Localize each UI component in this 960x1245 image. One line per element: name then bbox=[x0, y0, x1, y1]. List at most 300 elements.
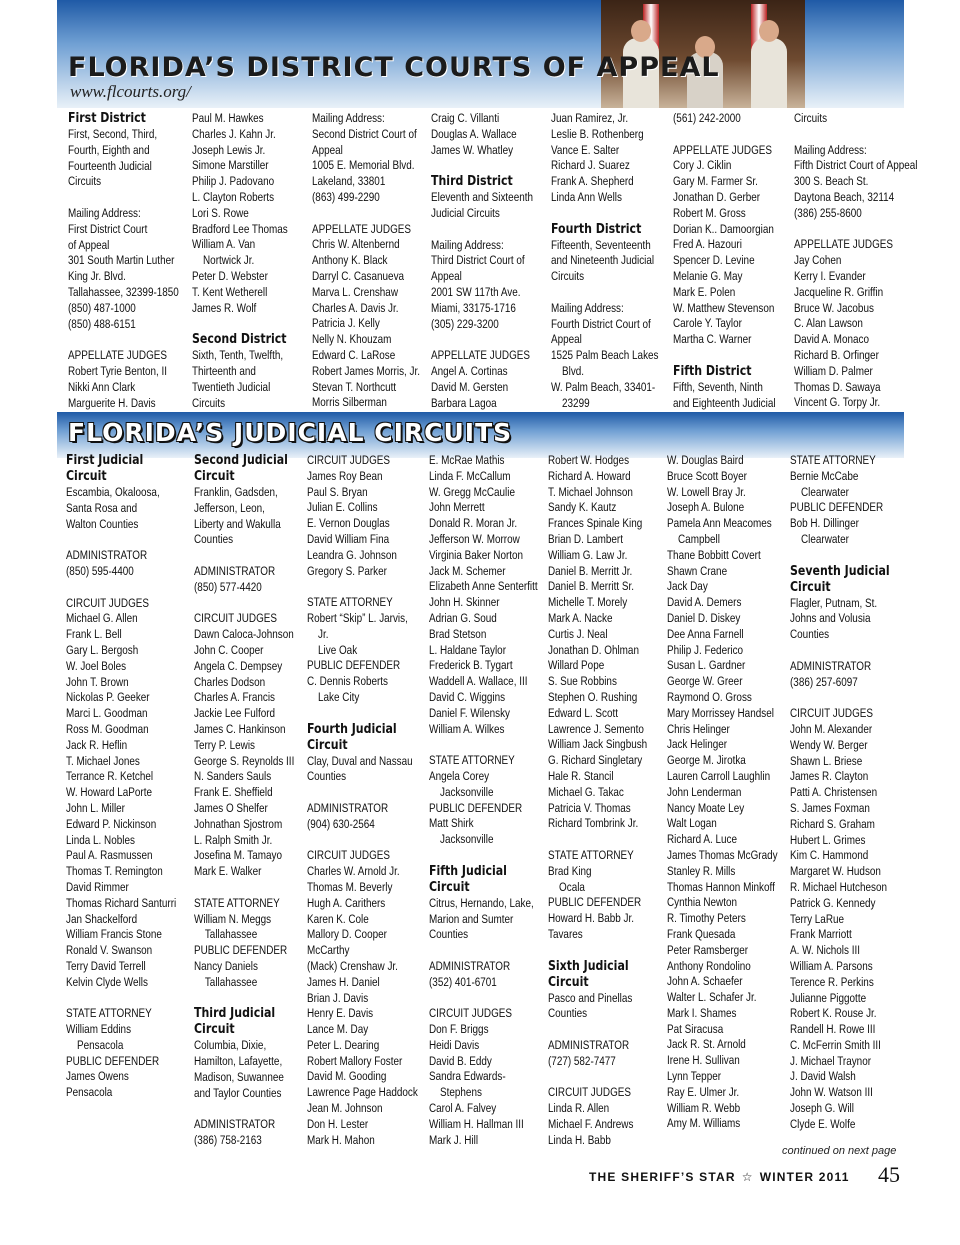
entry-line: Frank L. Bell bbox=[66, 627, 122, 642]
entry-line: John Lenderman bbox=[667, 784, 742, 799]
entry-line: Counties bbox=[194, 532, 234, 547]
section-heading: Fourth District bbox=[551, 221, 642, 237]
spacer bbox=[548, 1069, 647, 1085]
circuits-column bbox=[667, 453, 778, 1132]
entry-line: Ross M. Goodman bbox=[66, 721, 149, 736]
entry-line: E. McRae Mathis bbox=[429, 453, 505, 467]
entry-line: R. Michael Hutcheson bbox=[790, 879, 888, 894]
entry-line: Bradford Lee Thomas bbox=[192, 221, 288, 236]
entry-line: Peter Ramsberger bbox=[667, 942, 749, 957]
entry-line: Margaret W. Hudson bbox=[790, 864, 881, 879]
entry-line: James W. Whatley bbox=[431, 142, 514, 157]
entry-line: Clay, Duval and Nassau bbox=[307, 753, 413, 768]
entry-line: Anthony Rondolino bbox=[667, 958, 751, 973]
entry-line: David Rimmer bbox=[66, 879, 129, 894]
entry-line: Clearwater bbox=[790, 531, 849, 546]
entry-line: Brad Stetson bbox=[429, 626, 487, 641]
entry-line: 2001 SW 117th Ave. bbox=[431, 284, 521, 299]
entry-line: Fifth, Seventh, Ninth bbox=[673, 379, 763, 394]
spacer bbox=[307, 833, 418, 849]
entry-line: Terry David Terrell bbox=[66, 958, 146, 973]
entry-line: Nikki Ann Clark bbox=[68, 379, 136, 394]
entry-line: APPELLATE JUDGES bbox=[794, 237, 894, 252]
entry-line: Sandy K. Kautz bbox=[548, 500, 617, 515]
entry-line: Kerry I. Evander bbox=[794, 268, 866, 283]
entry-line: Appeal bbox=[551, 332, 582, 347]
entry-line: Walt Logan bbox=[667, 816, 717, 831]
entry-line: John A. Schaefer bbox=[667, 974, 743, 989]
entry-line: Marguerite H. Davis bbox=[68, 395, 156, 410]
entry-line: L. Ralph Smith Jr. bbox=[194, 832, 273, 847]
appellate-title: FLORIDA’S DISTRICT COURTS OF APPEAL bbox=[68, 52, 720, 83]
entry-line: STATE ATTORNEY bbox=[548, 847, 634, 862]
section-heading: Seventh Judicial bbox=[790, 563, 890, 579]
section-heading: Third District bbox=[431, 174, 513, 190]
entry-line: Daniel B. Merritt Jr. bbox=[548, 563, 633, 578]
spacer bbox=[66, 580, 176, 596]
entry-line: Jan Shackelford bbox=[66, 911, 138, 926]
entry-line: Wendy W. Berger bbox=[790, 737, 868, 752]
entry-line: Mailing Address: bbox=[794, 142, 867, 157]
entry-line: (850) 488-6151 bbox=[68, 316, 136, 331]
entry-line: Robert W. Hodges bbox=[548, 453, 630, 467]
entry-line: W. Howard LaPorte bbox=[66, 785, 152, 800]
entry-line: 1005 E. Memorial Blvd. bbox=[312, 158, 415, 173]
entry-line: David M. Gooding bbox=[307, 1069, 387, 1084]
spacer bbox=[431, 222, 533, 238]
entry-line: Mark E. Walker bbox=[194, 864, 262, 879]
entry-line: Charles Dodson bbox=[194, 674, 266, 689]
entry-line: John L. Miller bbox=[66, 800, 125, 815]
spacer bbox=[68, 332, 179, 348]
entry-line: Pensacola bbox=[66, 1037, 124, 1052]
appellate-column bbox=[192, 111, 288, 411]
entry-line: Jonathan D. Ohlman bbox=[548, 642, 639, 657]
entry-line: T. Michael Jones bbox=[66, 753, 140, 768]
star-icon: ☆ bbox=[741, 1170, 754, 1184]
entry-line: Daniel B. Merritt Sr. bbox=[548, 579, 634, 594]
entry-line: Jean M. Johnson bbox=[307, 1101, 383, 1116]
entry-line: John M. Alexander bbox=[790, 721, 873, 736]
entry-line: Charles A. Davis Jr. bbox=[312, 300, 399, 315]
entry-line: Angel A. Cortinas bbox=[431, 363, 508, 378]
entry-line: Paul A. Rasmussen bbox=[66, 848, 153, 863]
entry-line: William A. Parsons bbox=[790, 958, 873, 973]
entry-line: Jack R. Heflin bbox=[66, 737, 128, 752]
entry-line: Jefferson, Leon, bbox=[194, 500, 265, 515]
entry-line: Frank A. Shepherd bbox=[551, 174, 634, 189]
entry-line: STATE ATTORNEY bbox=[429, 753, 515, 768]
entry-line: Brad King bbox=[548, 863, 592, 878]
entry-line: Frederick B. Tygart bbox=[429, 658, 513, 673]
entry-line: Angela C. Dempsey bbox=[194, 658, 283, 673]
spacer bbox=[790, 643, 890, 659]
entry-line: James Owens bbox=[66, 1069, 129, 1084]
entry-line: S. James Foxman bbox=[790, 800, 870, 815]
entry-line: C. Alan Lawson bbox=[794, 316, 863, 331]
entry-line: Appeal bbox=[312, 142, 343, 157]
entry-line: Morris Silberman bbox=[312, 395, 387, 410]
entry-line: Henry E. Davis bbox=[307, 1006, 374, 1021]
circuits-column bbox=[194, 453, 294, 1149]
appellate-column bbox=[431, 111, 533, 411]
entry-line: Counties bbox=[790, 627, 830, 642]
entry-line: W. Matthew Stevenson bbox=[673, 300, 775, 315]
entry-line: Citrus, Hernando, Lake, bbox=[429, 895, 534, 910]
entry-line: Robert Tyrie Benton, II bbox=[68, 363, 168, 378]
appellate-column bbox=[312, 111, 420, 411]
entry-line: Twentieth Judicial bbox=[192, 379, 271, 394]
entry-line: Jack Helinger bbox=[667, 737, 728, 752]
entry-line: Carole Y. Taylor bbox=[673, 316, 742, 331]
entry-line: L. Clayton Roberts bbox=[192, 189, 275, 204]
entry-line: Sandra Edwards- bbox=[429, 1069, 506, 1084]
entry-line: Tallahassee, 32399-1850 bbox=[68, 284, 179, 299]
entry-line: Kim C. Hammond bbox=[790, 848, 869, 863]
entry-line: Richard A. Howard bbox=[548, 468, 631, 483]
entry-line: Tavares bbox=[548, 926, 583, 941]
entry-line: Mailing Address: bbox=[312, 111, 385, 125]
entry-line: Judicial Circuits bbox=[431, 205, 500, 220]
entry-line: 23299 bbox=[551, 395, 590, 410]
spacer bbox=[66, 532, 176, 548]
entry-line: Hamilton, Lafayette, bbox=[194, 1054, 283, 1069]
spacer bbox=[194, 596, 294, 612]
spacer bbox=[790, 548, 890, 564]
entry-line: William Francis Stone bbox=[66, 927, 162, 942]
entry-line: Jonathan D. Gerber bbox=[673, 189, 761, 204]
entry-line: Linda H. Babb bbox=[548, 1132, 611, 1147]
officer-head bbox=[759, 20, 779, 42]
entry-line: Robert M. Gross bbox=[673, 205, 746, 220]
entry-line: Willard Pope bbox=[548, 658, 605, 673]
entry-line: William H. Hallman III bbox=[429, 1116, 524, 1131]
entry-line: Liberty and Wakulla bbox=[194, 516, 281, 531]
entry-line: Mark I. Shames bbox=[667, 1005, 737, 1020]
entry-line: Donald R. Moran Jr. bbox=[429, 516, 518, 531]
entry-line: Susan L. Gardner bbox=[667, 658, 746, 673]
entry-line: Frances Spinale King bbox=[548, 516, 643, 531]
entry-line: Vance E. Salter bbox=[551, 142, 620, 157]
entry-line: Counties bbox=[307, 769, 347, 784]
entry-line: Hubert L. Grimes bbox=[790, 832, 866, 847]
entry-line: APPELLATE JUDGES bbox=[312, 221, 412, 236]
entry-line: Joseph A. Bulone bbox=[667, 500, 745, 515]
spacer bbox=[307, 785, 418, 801]
spacer bbox=[312, 206, 420, 222]
entry-line: Peter L. Dearing bbox=[307, 1037, 380, 1052]
spacer bbox=[66, 991, 176, 1007]
entry-line: Santa Rosa and bbox=[66, 500, 138, 515]
entry-line: Virginia Baker Norton bbox=[429, 547, 524, 562]
entry-line: Thirteenth and bbox=[192, 363, 256, 378]
entry-line: Matt Shirk bbox=[429, 816, 474, 831]
entry-line: Blvd. bbox=[551, 363, 585, 378]
entry-line: Bernie McCabe bbox=[790, 468, 859, 483]
entry-line: Vincent G. Torpy Jr. bbox=[794, 395, 881, 410]
entry-line: Escambia, Okaloosa, bbox=[66, 485, 160, 499]
spacer bbox=[192, 316, 288, 332]
entry-line: Lori S. Rowe bbox=[192, 205, 249, 220]
entry-line: Terrance R. Ketchel bbox=[66, 769, 154, 784]
entry-line: Gary M. Farmer Sr. bbox=[673, 174, 758, 189]
entry-line: Nortwick Jr. bbox=[192, 253, 255, 268]
section-heading: Circuit bbox=[66, 469, 107, 484]
entry-line: Thomas D. Sawaya bbox=[794, 379, 881, 394]
entry-line: Miami, 33175-1716 bbox=[431, 300, 516, 315]
page-footer bbox=[589, 1170, 850, 1184]
entry-line: Mark J. Hill bbox=[429, 1132, 479, 1147]
entry-line: Jr. bbox=[307, 626, 329, 641]
entry-line: Tallahassee bbox=[194, 974, 258, 989]
entry-line: Jacksonville bbox=[429, 832, 494, 847]
entry-line: Terry LaRue bbox=[790, 911, 845, 926]
entry-line: Joseph Lewis Jr. bbox=[192, 142, 266, 157]
entry-line: Richard B. Orfinger bbox=[794, 347, 879, 362]
entry-line: Randell H. Rowe III bbox=[790, 1022, 876, 1037]
entry-line: Hale R. Stancil bbox=[548, 768, 614, 783]
entry-line: Gregory S. Parker bbox=[307, 563, 387, 578]
courts-url[interactable]: www.flcourts.org/ bbox=[70, 82, 191, 101]
entry-line: Michael G. Allen bbox=[66, 611, 138, 626]
spacer bbox=[548, 943, 647, 959]
entry-line: James Roy Bean bbox=[307, 468, 383, 483]
entry-line: Darryl C. Casanueva bbox=[312, 268, 405, 283]
entry-line: William A. Wilkes bbox=[429, 721, 505, 736]
entry-line: PUBLIC DEFENDER bbox=[429, 800, 523, 815]
entry-line: Ocala bbox=[548, 879, 585, 894]
entry-line: Johnathan Sjostrom bbox=[194, 816, 283, 831]
appellate-column bbox=[551, 111, 659, 411]
entry-line: CIRCUIT JUDGES bbox=[790, 706, 874, 721]
entry-line: George M. Jirotka bbox=[667, 753, 746, 768]
entry-line: Tallahassee bbox=[194, 927, 258, 942]
entry-line: David A. Demers bbox=[667, 595, 742, 610]
entry-line: Clearwater bbox=[790, 484, 849, 499]
entry-line: Paul S. Bryan bbox=[307, 484, 368, 499]
entry-line: Don F. Briggs bbox=[429, 1022, 489, 1037]
entry-line: Fifteenth, Seventeenth bbox=[551, 237, 651, 252]
appellate-column bbox=[68, 111, 179, 411]
entry-line: Don H. Lester bbox=[307, 1116, 369, 1131]
entry-line: and Nineteenth Judicial bbox=[551, 253, 655, 268]
entry-line: Hugh A. Carithers bbox=[307, 895, 386, 910]
entry-line: Edward C. LaRose bbox=[312, 347, 396, 362]
entry-line: Patti A. Christensen bbox=[790, 785, 878, 800]
entry-line: Appeal bbox=[431, 269, 462, 284]
entry-line: James R. Wolf bbox=[192, 300, 257, 315]
entry-line: David William Fina bbox=[307, 531, 390, 546]
entry-line: James C. Hankinson bbox=[194, 721, 286, 736]
entry-line: William G. Law Jr. bbox=[548, 547, 628, 562]
entry-line: David B. Eddy bbox=[429, 1053, 492, 1068]
entry-line: Juan Ramirez, Jr. bbox=[551, 111, 629, 125]
entry-line: R. Timothy Peters bbox=[667, 911, 746, 926]
entry-line: Linda R. Allen bbox=[548, 1101, 610, 1116]
entry-line: Jay Cohen bbox=[794, 253, 842, 268]
entry-line: CIRCUIT JUDGES bbox=[307, 453, 391, 467]
section-heading: Fourth Judicial bbox=[307, 721, 397, 737]
spacer bbox=[548, 832, 647, 848]
entry-line: Cory J. Ciklin bbox=[673, 158, 732, 173]
entry-line: and Taylor Counties bbox=[194, 1085, 282, 1100]
entry-line: Jack R. St. Arnold bbox=[667, 1037, 746, 1052]
entry-line: Pamela Ann Meacomes bbox=[667, 516, 772, 531]
entry-line: Jacksonville bbox=[429, 784, 494, 799]
entry-line: McCarthy bbox=[307, 943, 350, 958]
entry-line: Dawn Caloca-Johnson bbox=[194, 627, 294, 642]
entry-line: Linda F. McCallum bbox=[429, 468, 511, 483]
entry-line: PUBLIC DEFENDER bbox=[194, 943, 288, 958]
entry-line: ADMINISTRATOR bbox=[194, 563, 276, 578]
entry-line: Marci L. Goodman bbox=[66, 706, 148, 721]
entry-line: Nelly N. Khouzam bbox=[312, 332, 392, 347]
entry-line: (904) 630-2564 bbox=[307, 816, 375, 831]
section-heading: Circuit bbox=[548, 974, 589, 990]
entry-line: Stephen O. Rushing bbox=[548, 689, 638, 704]
entry-line: Johns and Volusia bbox=[790, 611, 871, 626]
entry-line: Mark E. Polen bbox=[673, 284, 736, 299]
entry-line: Bob H. Dillinger bbox=[790, 516, 859, 531]
entry-line: CIRCUIT JUDGES bbox=[548, 1085, 632, 1100]
entry-line: L. Haldane Taylor bbox=[429, 642, 507, 657]
entry-line: John H. Skinner bbox=[429, 595, 500, 610]
entry-line: Raymond O. Gross bbox=[667, 689, 752, 704]
circuits-column bbox=[429, 453, 538, 1148]
entry-line: William Jack Singbush bbox=[548, 737, 648, 752]
entry-line: J. Michael Traynor bbox=[790, 1053, 872, 1068]
entry-line: Fifth District Court of Appeal bbox=[794, 158, 918, 173]
spacer bbox=[431, 158, 533, 174]
entry-line: Nickolas P. Geeker bbox=[66, 690, 150, 705]
entry-line: Michelle T. Morely bbox=[548, 595, 628, 610]
entry-line: John C. Cooper bbox=[194, 642, 264, 657]
entry-line: (850) 595-4400 bbox=[66, 563, 134, 578]
spacer bbox=[431, 332, 533, 348]
entry-line: Mark H. Mahon bbox=[307, 1132, 375, 1147]
entry-line: W. Joel Boles bbox=[66, 658, 127, 673]
entry-line: 300 S. Beach St. bbox=[794, 174, 869, 189]
entry-line: Counties bbox=[548, 1006, 588, 1021]
entry-line: Madison, Suwannee bbox=[194, 1069, 284, 1084]
section-heading: Second District bbox=[192, 332, 287, 348]
entry-line: Mailing Address: bbox=[68, 205, 141, 220]
entry-line: Terry P. Lewis bbox=[194, 737, 256, 752]
entry-line: Thomas Hannon Minkoff bbox=[667, 879, 775, 894]
entry-line: Lance M. Day bbox=[307, 1022, 369, 1037]
entry-line: Heidi Davis bbox=[429, 1037, 480, 1052]
entry-line: ADMINISTRATOR bbox=[307, 800, 389, 815]
entry-line: Walter L. Schafer Jr. bbox=[667, 990, 757, 1005]
entry-line: Stanley R. Mills bbox=[667, 863, 736, 878]
entry-line: Robert “Skip” L. Jarvis, bbox=[307, 610, 408, 625]
entry-line: Philip J. Federico bbox=[667, 642, 744, 657]
entry-line: Barbara Lagoa bbox=[431, 395, 497, 410]
entry-line: Daniel F. Wilensky bbox=[429, 705, 511, 720]
entry-line: Daniel D. Diskey bbox=[667, 610, 741, 625]
entry-line: Philip J. Padovano bbox=[192, 174, 275, 189]
entry-line: Brian D. Lambert bbox=[548, 531, 623, 546]
entry-line: Thane Bobbitt Covert bbox=[667, 547, 761, 562]
entry-line: First, Second, Third, bbox=[68, 127, 158, 141]
entry-line: (850) 487-1000 bbox=[68, 300, 136, 315]
entry-line: Pensacola bbox=[66, 1085, 113, 1100]
spacer bbox=[307, 579, 418, 595]
entry-line: Richard J. Suarez bbox=[551, 158, 630, 173]
entry-line: APPELLATE JUDGES bbox=[673, 142, 773, 157]
entry-line: Waddell A. Wallace, III bbox=[429, 674, 528, 689]
entry-line: Richard Tombrink Jr. bbox=[548, 816, 639, 831]
entry-line: Paul M. Hawkes bbox=[192, 111, 264, 125]
entry-line: Howard H. Babb Jr. bbox=[548, 911, 634, 926]
entry-line: Circuits bbox=[551, 269, 585, 284]
entry-line: Fourth, Eighth and bbox=[68, 142, 150, 157]
entry-line: Ronald V. Swanson bbox=[66, 943, 153, 958]
entry-line: A. W. Nichols III bbox=[790, 943, 860, 958]
appellate-column bbox=[794, 111, 917, 411]
entry-line: Marion and Sumter bbox=[429, 911, 514, 926]
entry-line: CIRCUIT JUDGES bbox=[194, 611, 278, 626]
entry-line: James R. Clayton bbox=[790, 769, 869, 784]
entry-line: Amy M. Williams bbox=[667, 1116, 741, 1131]
entry-line: Dee Anna Farnell bbox=[667, 626, 744, 641]
entry-line: Flagler, Putnam, St. bbox=[790, 595, 878, 610]
section-heading: Circuit bbox=[194, 1022, 235, 1038]
entry-line: Chris Helinger bbox=[667, 721, 730, 736]
entry-line: Fourteenth Judicial bbox=[68, 158, 152, 173]
entry-line: (Mack) Crenshaw Jr. bbox=[307, 958, 398, 973]
entry-line: David M. Gersten bbox=[431, 379, 509, 394]
entry-line: N. Sanders Sauls bbox=[194, 769, 272, 784]
spacer bbox=[429, 848, 538, 864]
entry-line: ADMINISTRATOR bbox=[548, 1037, 630, 1052]
entry-line: STATE ATTORNEY bbox=[307, 595, 393, 610]
section-heading: Third Judicial bbox=[194, 1006, 276, 1022]
entry-line: Lake City bbox=[307, 689, 360, 704]
spacer bbox=[794, 222, 917, 238]
entry-line: Jack M. Schemer bbox=[429, 563, 506, 578]
entry-line: Walton Counties bbox=[66, 516, 139, 531]
entry-line: Mary Morrissey Handsel bbox=[667, 705, 774, 720]
entry-line: John Merrett bbox=[429, 500, 485, 515]
issue-label: WINTER 2011 bbox=[759, 1170, 850, 1184]
spacer bbox=[307, 706, 418, 722]
entry-line: Leslie B. Rothenberg bbox=[551, 126, 644, 141]
entry-line: Richard A. Luce bbox=[667, 832, 738, 847]
entry-line: Shawn L. Briese bbox=[790, 753, 863, 768]
entry-line: (386) 758-2163 bbox=[194, 1133, 262, 1148]
circuits-column bbox=[66, 453, 176, 1101]
entry-line: Campbell bbox=[667, 531, 720, 546]
entry-line: Thomas M. Beverly bbox=[307, 879, 393, 894]
entry-line: STATE ATTORNEY bbox=[66, 1006, 152, 1021]
entry-line: CIRCUIT JUDGES bbox=[307, 848, 391, 863]
entry-line: Fred A. Hazouri bbox=[673, 237, 742, 252]
entry-line: CIRCUIT JUDGES bbox=[429, 1006, 513, 1021]
spacer bbox=[551, 206, 659, 222]
entry-line: Nancy Moate Ley bbox=[667, 800, 745, 815]
entry-line: Craig C. Villanti bbox=[431, 111, 500, 125]
entry-line: Jackie Lee Fulford bbox=[194, 706, 276, 721]
entry-line: PUBLIC DEFENDER bbox=[548, 895, 642, 910]
magazine-name: THE SHERIFF’S STAR bbox=[589, 1170, 736, 1184]
entry-line: Shawn Crane bbox=[667, 563, 728, 578]
entry-line: Carol A. Falvey bbox=[429, 1101, 497, 1116]
entry-line: Patricia J. Kelly bbox=[312, 316, 380, 331]
spacer bbox=[673, 348, 776, 364]
entry-line: E. Vernon Douglas bbox=[307, 516, 390, 531]
entry-line: Pasco and Pinellas bbox=[548, 990, 633, 1005]
